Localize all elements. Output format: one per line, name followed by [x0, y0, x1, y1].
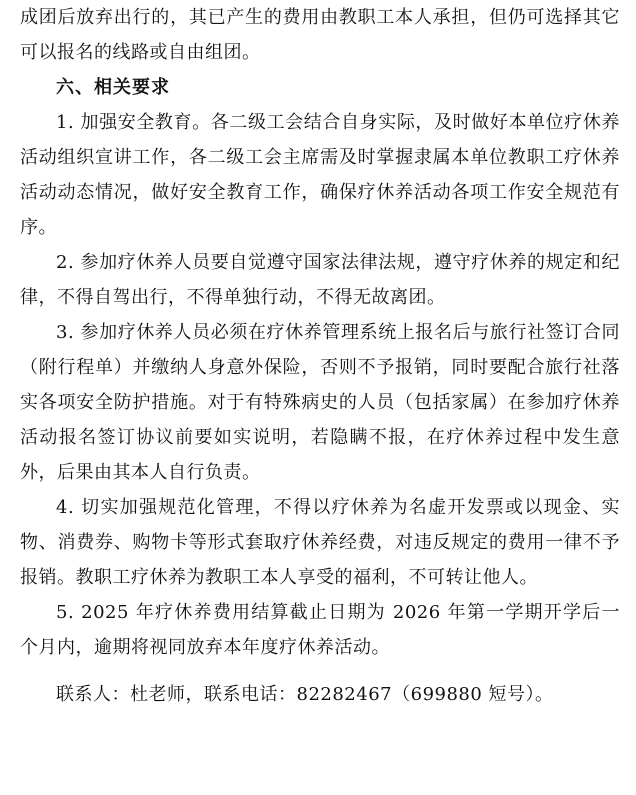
requirement-item-4: 4. 切实加强规范化管理，不得以疗休养为名虚开发票或以现金、实物、消费券、购物卡等形式套取疗休养经费，对违反规定的费用一律不予报销。教职工疗休养为教职工本人享受的福利，不可转让他人。: [20, 497, 620, 588]
section-heading: 六、相关要求: [56, 77, 170, 98]
document-page: [20, 0, 620, 712]
requirement-item-3: 3. 参加疗休养人员必须在疗休养管理系统上报名后与旅行社签订合同（附行程单）并缴纳人身意外保险，否则不予报销，同时要配合旅行社落实各项安全防护措施。对于有特殊病史的人员（包括家属）在参加疗休养活动报名签订协议前要如实说明，若隐瞒不报，在疗休养过程中发生意外，后果由其本人自行负责。: [20, 322, 620, 483]
intro-paragraph: 成团后放弃出行的，其已产生的费用由教职工本人承担，但仍可选择其它可以报名的线路或自由组团。: [20, 7, 620, 63]
requirement-item-2: 2. 参加疗休养人员要自觉遵守国家法律法规，遵守疗休养的规定和纪律，不得自驾出行，不得单独行动，不得无故离团。: [20, 252, 620, 308]
contact-line: 联系人：杜老师，联系电话：82282467（699880 短号）。: [56, 684, 554, 705]
requirement-item-5: 5. 2025 年疗休养费用结算截止日期为 2026 年第一学期开学后一个月内，逾期将视同放弃本年度疗休养活动。: [20, 602, 620, 658]
requirement-item-1: 1. 加强安全教育。各二级工会结合自身实际，及时做好本单位疗休养活动组织宣讲工作，各二级工会主席需及时掌握隶属本单位教职工疗休养活动动态情况，做好安全教育工作，确保疗休养活动各项工作安全规范有序。: [20, 112, 620, 238]
